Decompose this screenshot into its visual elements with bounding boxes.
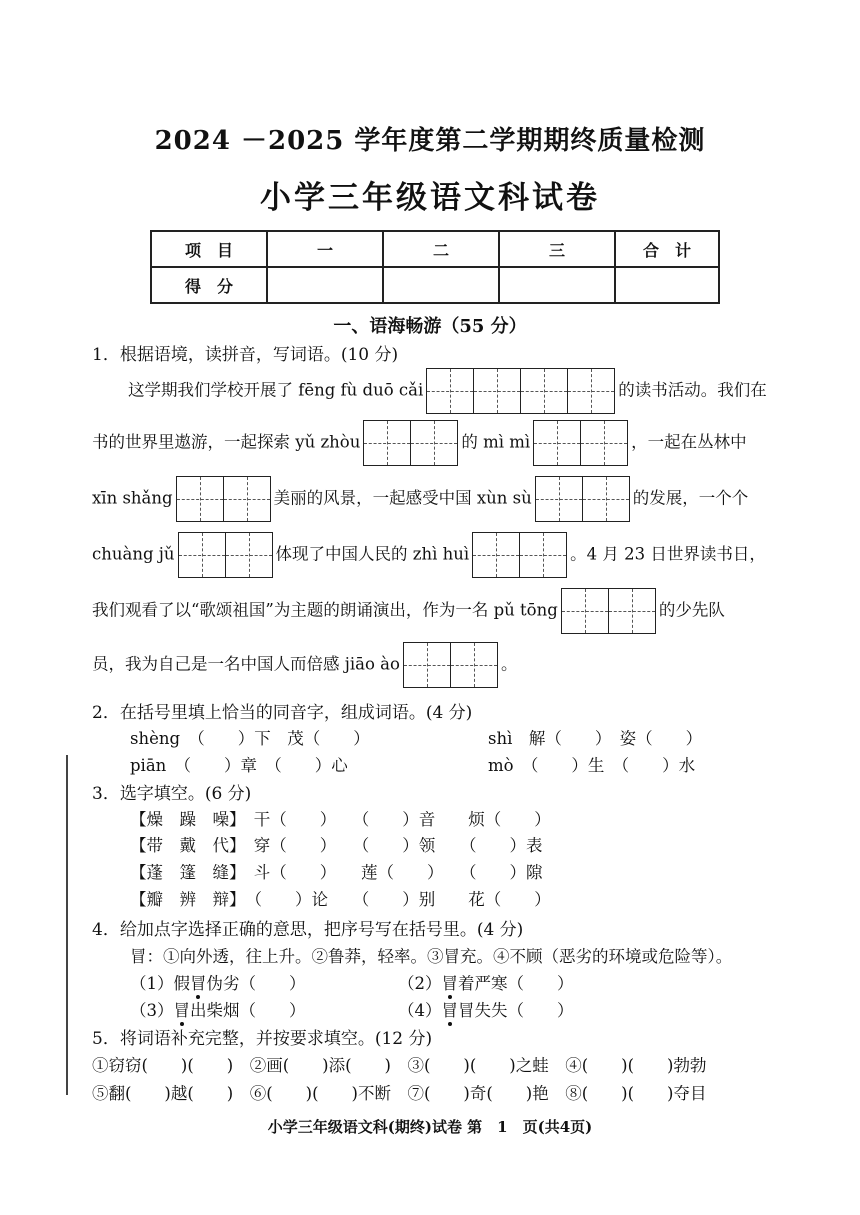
q1-text: 。4 月 23 日世界读书日， (570, 544, 766, 564)
q1-line-1 (128, 368, 767, 414)
score-header-row (151, 231, 719, 267)
q5-row-2: ⑤翻( )越( ) ⑥( )( )不断 ⑦( )奇( )艳 ⑧( )( )夺目 (92, 1084, 707, 1103)
score-cell-1[interactable] (267, 267, 383, 303)
q1-line-5 (92, 588, 725, 634)
q2-row-1b: shì 解（ ） 姿（ ） (488, 729, 703, 748)
q1-text: 书的世界里遨游，一起探索 yǔ zhòu (92, 432, 361, 452)
q1-text: 我们观看了以“歌颂祖国”为主题的朗诵演出，作为一名 pǔ tōng (92, 600, 558, 620)
q3-row: 【燥 躁 噪】 干（ ） （ ）音 烦（ ） (130, 810, 551, 829)
header-total: 合 计 (615, 231, 719, 267)
q1-text: 。 (500, 654, 518, 674)
q3-title: 3．选字填空。(6 分) (92, 784, 252, 804)
exam-title-term: 2024 －2025 学年度第二学期期终质量检测 (154, 126, 706, 156)
answer-box-2[interactable] (176, 476, 271, 522)
q1-text: xīn shǎng (92, 488, 173, 508)
header-part-2: 二 (383, 231, 499, 267)
q4-item-1: （1）假冒伪劣（ ） (130, 974, 306, 993)
answer-box-2[interactable] (403, 642, 498, 688)
section-heading: 一、语海畅游（55 分） (333, 316, 527, 337)
q2-row-1a: shèng （ ）下 茂（ ） (130, 729, 370, 748)
score-value-row (151, 267, 719, 303)
q1-text: 的发展，一个个 (632, 488, 749, 508)
q3-row: 【蓬 篷 缝】 斗（ ） 莲（ ） （ ）隙 (130, 863, 543, 882)
q4-title: 4．给加点字选择正确的意思，把序号写在括号里。(4 分) (92, 920, 524, 940)
q1-text: 这学期我们学校开展了 fēng fù duō cǎi (128, 380, 424, 400)
header-part-1: 一 (267, 231, 383, 267)
q1-line-3 (92, 476, 748, 522)
q1-line-6 (92, 642, 517, 688)
page-footer: 小学三年级语文科(期终)试卷 第 1 页(共4页) (267, 1118, 593, 1136)
q1-title: 1．根据语境，读拼音，写词语。(10 分) (92, 345, 399, 365)
answer-box-2[interactable] (472, 532, 567, 578)
q1-text: 的 mì mì (461, 432, 531, 452)
q2-row-2a: piān （ ）章 （ ）心 (130, 756, 348, 775)
score-table (150, 230, 720, 304)
score-cell-total[interactable] (615, 267, 719, 303)
score-cell-2[interactable] (383, 267, 499, 303)
q1-text: 美丽的风景，一起感受中国 xùn sù (273, 488, 532, 508)
q4-item-3: （3）冒出柴烟（ ） (130, 1001, 306, 1020)
answer-box-2[interactable] (178, 532, 273, 578)
q3-row: 【带 戴 代】 穿（ ） （ ）领 （ ）表 (130, 836, 543, 855)
answer-box-2[interactable] (535, 476, 630, 522)
answer-box-2[interactable] (561, 588, 656, 634)
q4-item-2: （2）冒着严寒（ ） (398, 974, 574, 993)
q1-text: 员，我为自己是一名中国人而倍感 jiāo ào (92, 654, 400, 674)
exam-title-subject: 小学三年级语文科试卷 (260, 180, 600, 216)
answer-box-2[interactable] (533, 420, 628, 466)
q1-text: chuàng jǔ (92, 544, 175, 564)
q4-item-4: （4）冒冒失失（ ） (398, 1001, 574, 1020)
q1-text: 体现了中国人民的 zhì huì (275, 544, 470, 564)
answer-box-4[interactable] (426, 368, 615, 414)
score-row-label: 得 分 (151, 267, 267, 303)
q2-row-2b: mò （ ）生 （ ）水 (488, 756, 696, 775)
q1-text: ，一起在丛林中 (631, 432, 747, 452)
q5-title: 5．将词语补充完整，并按要求填空。(12 分) (92, 1029, 433, 1049)
header-part-3: 三 (499, 231, 615, 267)
header-item: 项 目 (151, 231, 267, 267)
q5-row-1: ①窃窃( )( ) ②画( )添( ) ③( )( )之蛙 ④( )( )勃勃 (92, 1056, 707, 1075)
score-cell-3[interactable] (499, 267, 615, 303)
margin-rule (66, 755, 68, 1095)
q1-line-4 (92, 532, 766, 578)
answer-box-2[interactable] (363, 420, 458, 466)
q1-line-2 (92, 420, 747, 466)
q2-title: 2．在括号里填上恰当的同音字，组成词语。(4 分) (92, 703, 473, 723)
q3-row: 【瓣 辨 辩】 （ ）论 （ ）别 花（ ） (130, 890, 551, 909)
q1-text: 的读书活动。我们在 (618, 380, 767, 400)
q4-meanings: 冒：①向外透，往上升。②鲁莽，轻率。③冒充。④不顾（恶劣的环境或危险等）。 (130, 947, 733, 966)
q1-text: 的少先队 (658, 600, 725, 620)
